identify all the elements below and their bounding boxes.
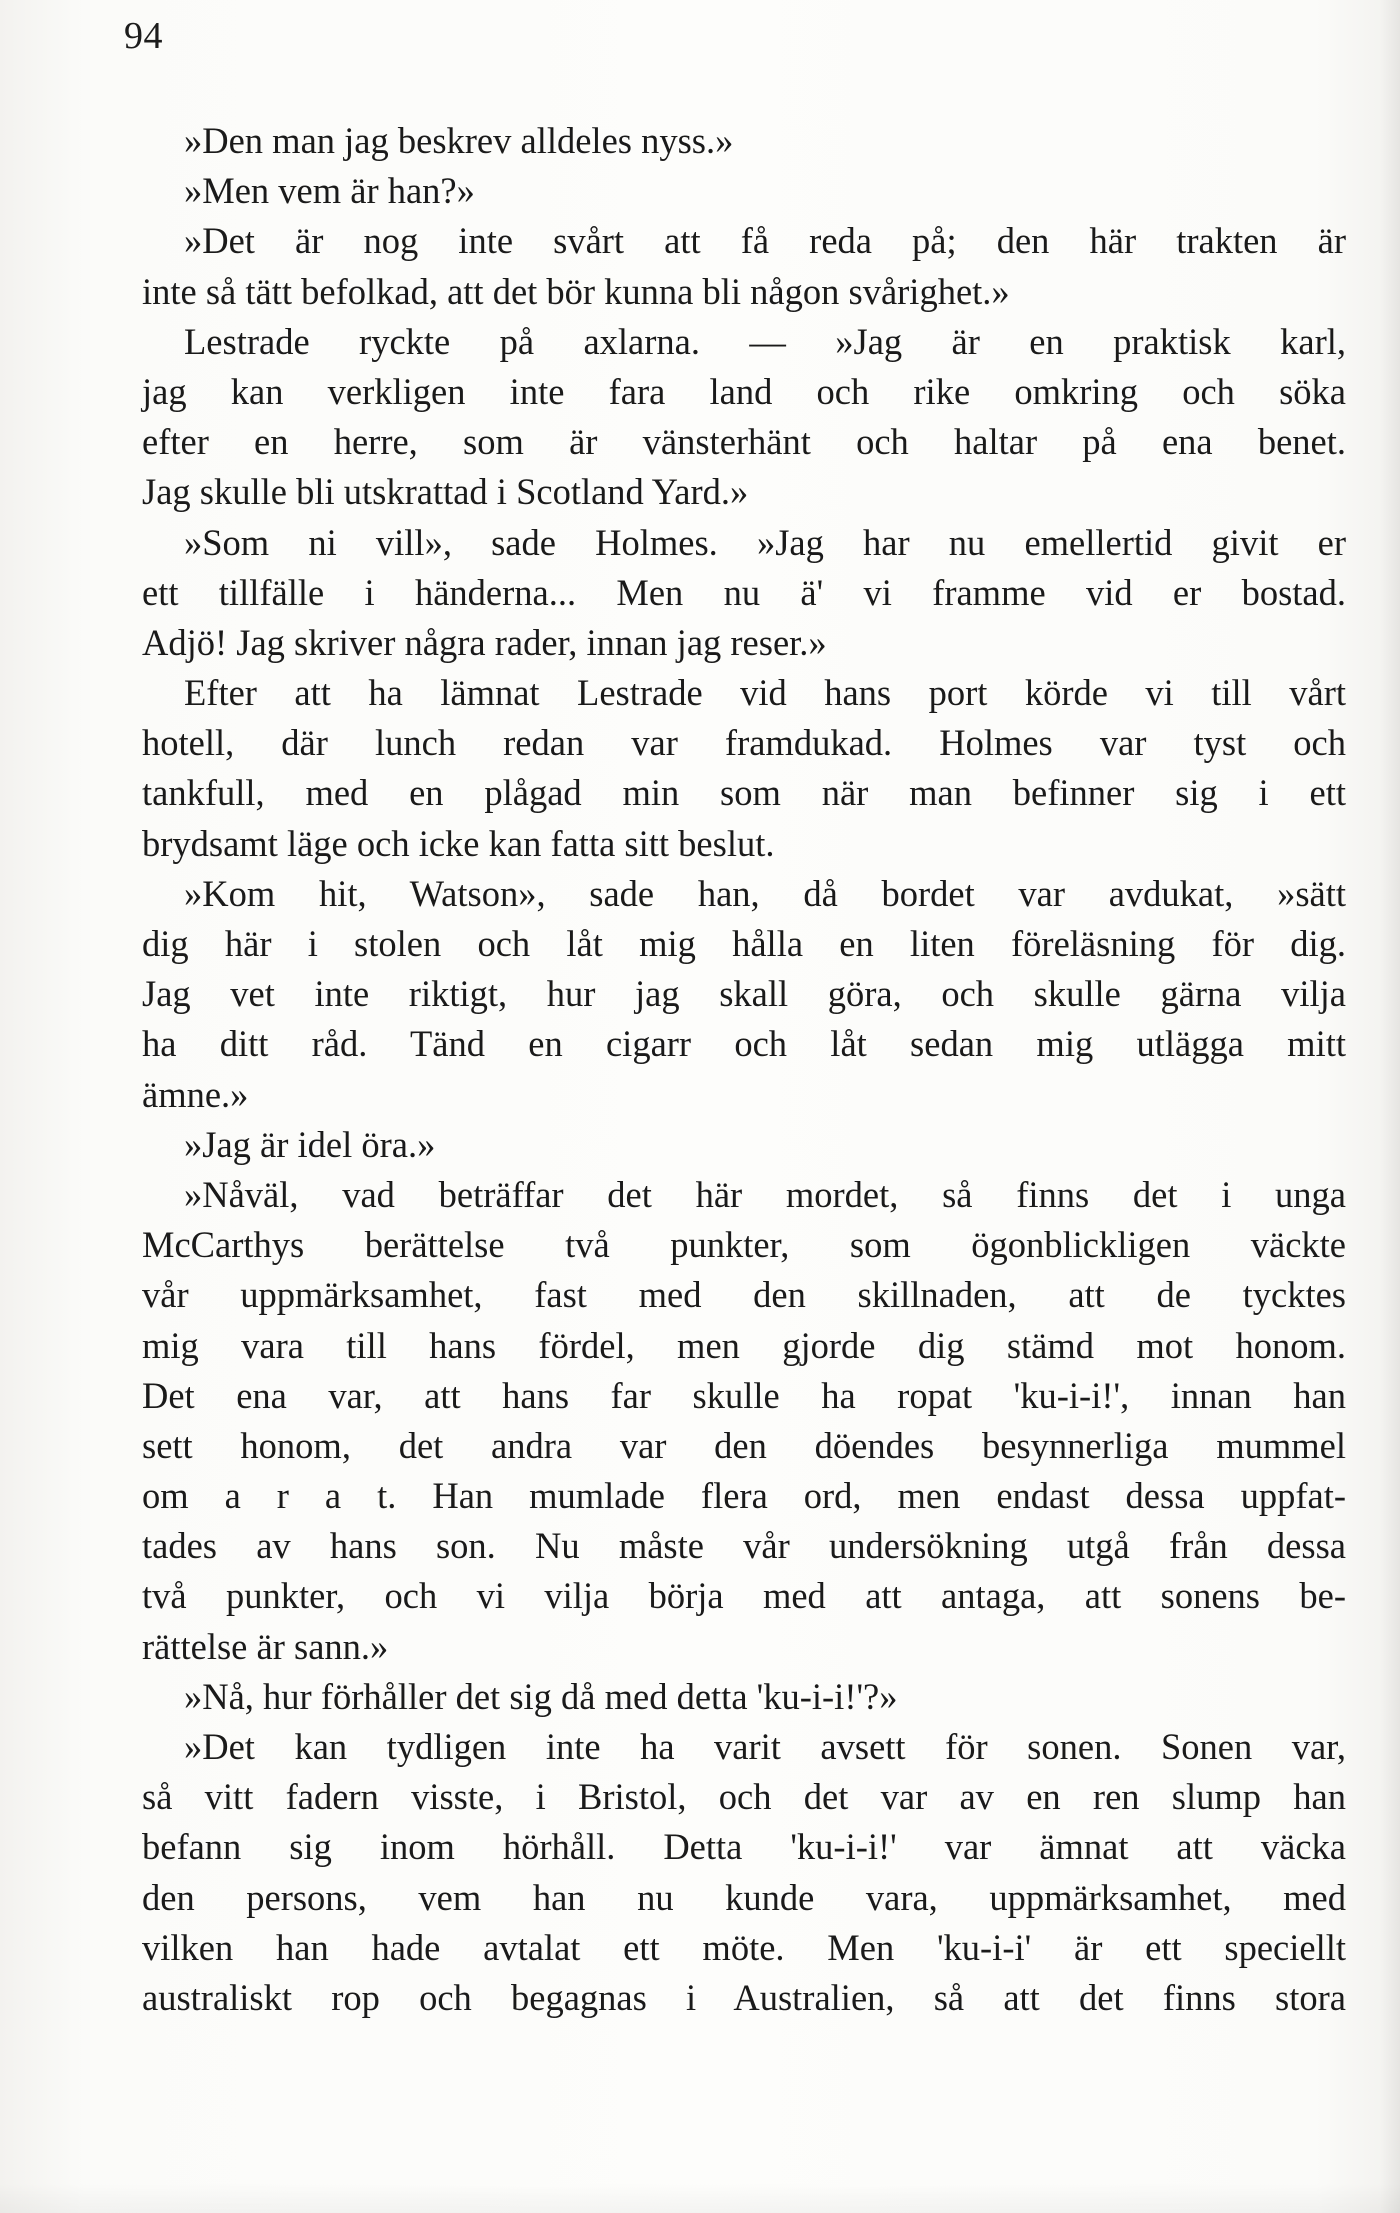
text-line: Efter att ha lämnat Lestrade vid hans port körde vi till vårt [184, 672, 1346, 714]
text-line: Jag skulle bli utskrattad i Scotland Yard.» [142, 471, 749, 513]
text-line: ett tillfälle i händerna... Men nu ä' vi framme vid er bostad. [142, 571, 1346, 613]
text-line: mig vara till hans fördel, men gjorde dig stämd mot honom. [142, 1324, 1346, 1366]
text-line: efter en herre, som är vänsterhänt och haltar på ena benet. [142, 421, 1346, 463]
page-edge-shadow [1380, 0, 1400, 2213]
text-line: den persons, vem han nu kunde vara, uppmärksamhet, med [142, 1876, 1346, 1918]
text-line: jag kan verkligen inte fara land och rike omkring och söka [142, 370, 1346, 412]
text-line: Jag vet inte riktigt, hur jag skall göra, och skulle gärna vilja [142, 973, 1346, 1015]
text-line: Det ena var, att hans far skulle ha ropat 'ku-i-i!', innan han [142, 1374, 1346, 1416]
text-line: inte så tätt befolkad, att det bör kunna bli någon svårighet.» [142, 270, 1010, 312]
text-line: sett honom, det andra var den döendes besynnerliga mummel [142, 1424, 1346, 1466]
page-bottom-shadow [0, 2183, 1400, 2213]
page-number: 94 [124, 15, 163, 57]
text-line: tankfull, med en plågad min som när man befinner sig i ett [142, 772, 1346, 814]
text-line: »Som ni vill», sade Holmes. »Jag har nu emellertid givit er [184, 521, 1346, 563]
text-line: vår uppmärksamhet, fast med den skillnaden, att de tycktes [142, 1274, 1346, 1316]
text-line: »Den man jag beskrev alldeles nyss.» [184, 120, 734, 161]
text-line: australiskt rop och begagnas i Australien, så att det finns stora [142, 1976, 1346, 2018]
text-line: tades av hans son. Nu måste vår undersökning utgå från dessa [142, 1525, 1346, 1567]
text-line: »Det är nog inte svårt att få reda på; den här trakten är [184, 220, 1346, 262]
text-line: rättelse är sann.» [142, 1625, 389, 1667]
text-line: Adjö! Jag skriver några rader, innan jag reser.» [142, 621, 827, 663]
text-line: ämne.» [142, 1073, 249, 1115]
text-line: Lestrade ryckte på axlarna. — »Jag är en praktisk karl, [184, 320, 1346, 362]
text-line: »Nå, hur förhåller det sig då med detta 'ku-i-i!'?» [184, 1675, 898, 1717]
text-line: »Nåväl, vad beträffar det här mordet, så finns det i unga [184, 1173, 1346, 1215]
text-line: »Det kan tydligen inte ha varit avsett för sonen. Sonen var, [184, 1726, 1346, 1767]
text-line: ha ditt råd. Tänd en cigarr och låt sedan mig utlägga mitt [142, 1023, 1346, 1065]
text-line: »Jag är idel öra.» [184, 1123, 436, 1165]
text-line: dig här i stolen och låt mig hålla en liten föreläsning för dig. [142, 923, 1346, 964]
text-line: »Kom hit, Watson», sade han, då bordet var avdukat, »sätt [184, 872, 1346, 914]
text-line: hotell, där lunch redan var framdukad. Holmes var tyst och [142, 722, 1346, 764]
text-line: McCarthys berättelse två punkter, som ögonblickligen väckte [142, 1224, 1346, 1266]
body-text [142, 116, 1346, 2023]
text-line: så vitt fadern visste, i Bristol, och det var av en ren slump han [142, 1776, 1346, 1818]
text-line: »Men vem är han?» [184, 170, 475, 212]
text-line: brydsamt läge och icke kan fatta sitt beslut. [142, 822, 775, 864]
text-line: befann sig inom hörhåll. Detta 'ku-i-i!' var ämnat att väcka [142, 1826, 1346, 1868]
text-line: vilken han hade avtalat ett möte. Men 'ku-i-i' är ett speciellt [142, 1926, 1346, 1968]
text-line: två punkter, och vi vilja börja med att antaga, att sonens be- [142, 1575, 1346, 1617]
text-line: om a r a t. Han mumlade flera ord, men endast dessa uppfat- [142, 1475, 1346, 1517]
